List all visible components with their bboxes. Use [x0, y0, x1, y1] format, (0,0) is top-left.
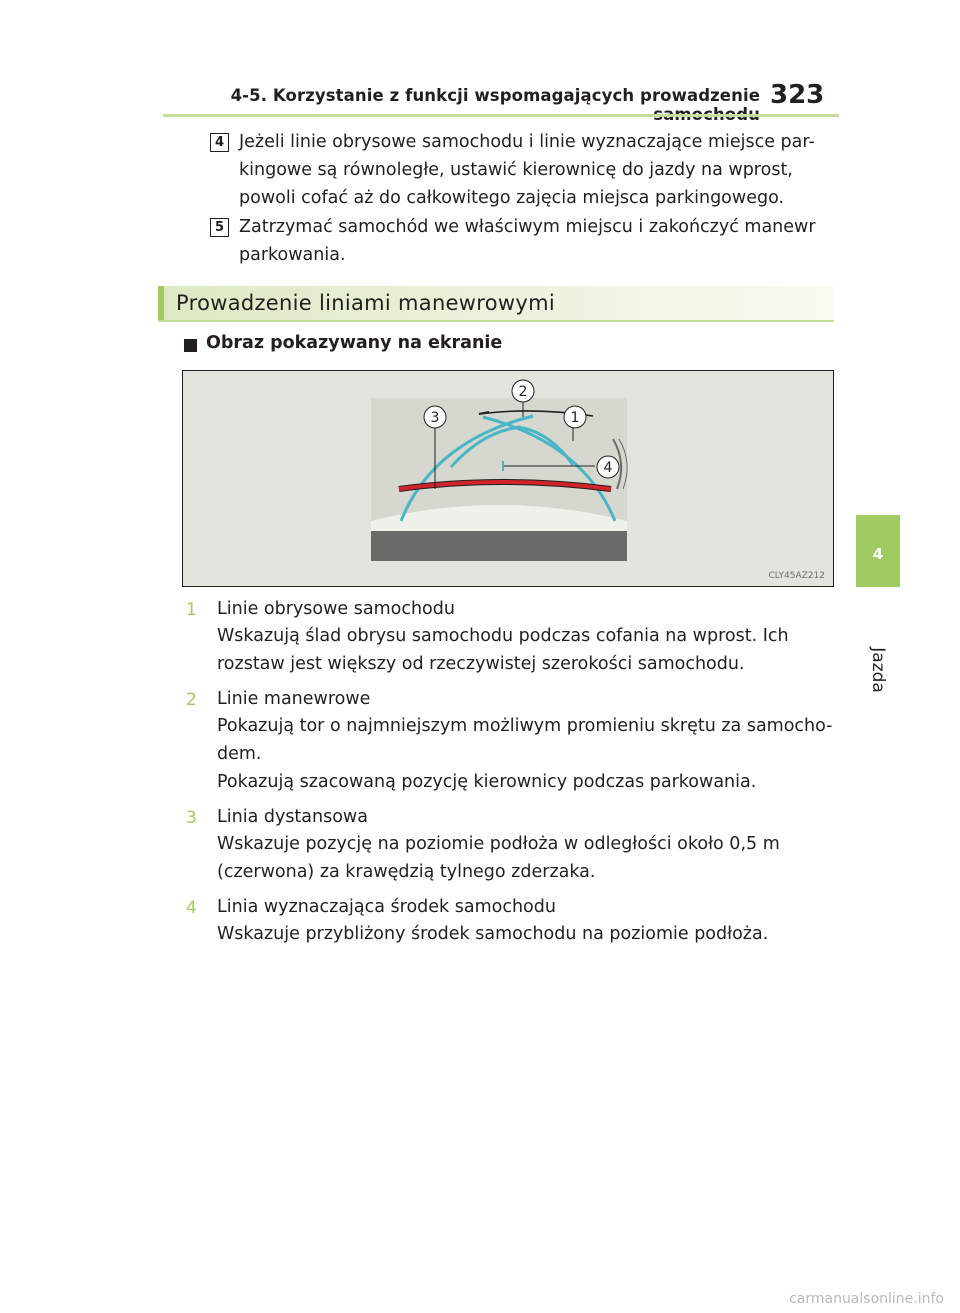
step-4-line-3: powoli cofać aż do całkowitego zajęcia miejsca parkingowego. [239, 188, 785, 208]
section-accent [158, 286, 164, 322]
subsection-title: Obraz pokazywany na ekranie [206, 333, 503, 353]
step-4-line-1: Jeżeli linie obrysowe samochodu i linie wyznaczające miejsce par- [239, 132, 815, 152]
chapter-number: 4 [872, 545, 884, 563]
item-3-number: 3 [186, 808, 197, 828]
item-4-line-1: Wskazuje przybliżony środek samochodu na poziomie podłoża. [217, 924, 769, 944]
step-badge-4: 4 [210, 133, 229, 152]
step-4-line-2: kingowe są równoległe, ustawić kierownicę do jazdy na wprost, [239, 160, 793, 180]
camera-screen-figure [182, 370, 834, 587]
chapter-label: Jazda [868, 647, 888, 693]
item-4-description [217, 920, 839, 948]
chapter-tab [856, 515, 900, 587]
item-1-line-1: Wskazują ślad obrysu samochodu podczas cofania na wprost. Ich [217, 626, 789, 646]
item-2-line-2: dem. [217, 744, 262, 764]
page-number: 323 [770, 80, 825, 110]
section-heading-bar [158, 286, 834, 322]
running-header: 4-5. Korzystanie z funkcji wspomagających prowadzenie [230, 86, 760, 105]
item-1-line-2: rozstaw jest większy od rzeczywistej szerokości samochodu. [217, 654, 745, 674]
step-5-text [239, 213, 839, 269]
watermark: carmanualsonline.info [789, 1291, 944, 1307]
camera-view-illustration [183, 371, 833, 586]
item-2-line-3: Pokazują szacowaną pozycję kierownicy podczas parkowania. [217, 772, 757, 792]
step-5-line-2: parkowania. [239, 245, 346, 265]
item-4-number: 4 [186, 898, 197, 918]
step-badge-5: 5 [210, 218, 229, 237]
square-bullet-icon [184, 339, 197, 352]
callout-3-label: 3 [430, 410, 440, 426]
item-3-description [217, 830, 839, 886]
header-divider [163, 114, 839, 117]
figure-code: CLY45AZ212 [768, 571, 825, 581]
chapter-label-box [860, 640, 896, 700]
bumper-edge [371, 531, 627, 561]
step-5-line-1: Zatrzymać samochód we właściwym miejscu i zakończyć manewr [239, 217, 816, 237]
section-rule [158, 320, 834, 322]
callout-1-label: 1 [570, 410, 580, 426]
item-1-description [217, 622, 839, 678]
item-3-line-1: Wskazuje pozycję na poziomie podłoża w odległości około 0,5 m [217, 834, 780, 854]
item-2-line-1: Pokazują tor o najmniejszym możliwym promieniu skrętu za samocho- [217, 716, 833, 736]
item-2-number: 2 [186, 690, 197, 710]
callout-4-label: 4 [603, 460, 613, 476]
step-4-text [239, 128, 839, 212]
item-1-title: Linie obrysowe samochodu [217, 599, 455, 619]
item-1-number: 1 [186, 600, 197, 620]
item-3-title: Linia dystansowa [217, 807, 368, 827]
section-title: Prowadzenie liniami manewrowymi [176, 291, 555, 315]
item-2-title: Linie manewrowe [217, 689, 371, 709]
item-3-line-2: (czerwona) za krawędzią tylnego zderzaka. [217, 862, 596, 882]
callout-2-label: 2 [518, 384, 528, 400]
item-4-title: Linia wyznaczająca środek samochodu [217, 897, 556, 917]
item-2-description [217, 712, 839, 796]
